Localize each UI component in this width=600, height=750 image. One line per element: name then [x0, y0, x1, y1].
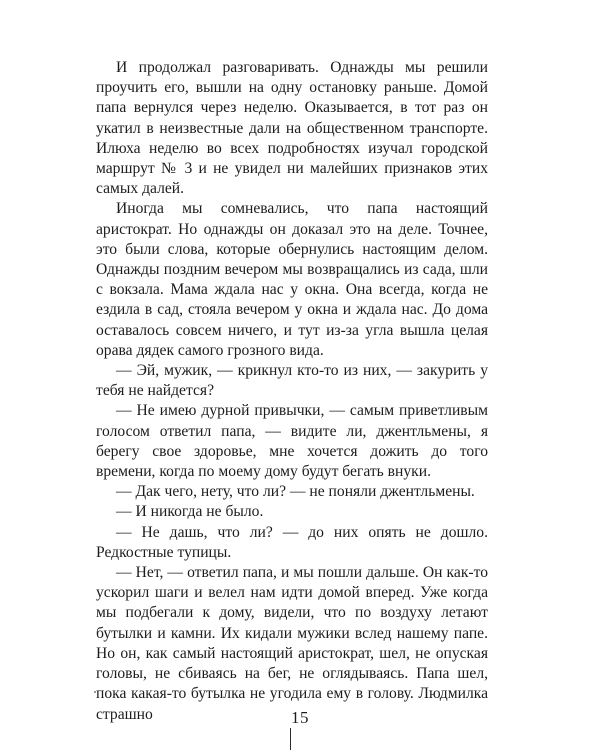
- paragraph-4: — Не имею дурной привычки, — самым приветливым голосом ответил папа, — видите ли, джентльмены, я берегу свое здоровье, мне хочется дожить до того времени, когда по моему дому будут бегать внуки.: [96, 402, 488, 481]
- paragraph-1: И продолжал разговаривать. Однажды мы решили проучить его, вышли на одну остановку раньше. Домой папа вернулся через неделю. Оказывается, в тот раз он укатил в неизвестные дали на общественном транспорте. Илюха неделю во всех подробностях изучал городской маршрут № 3 и не увидел ни малейших признаков этих самых далей.: [96, 59, 488, 198]
- scan-speck: [94, 691, 96, 693]
- body-text: [96, 58, 488, 725]
- paragraph-8: — Нет, — ответил папа, и мы пошли дальше. Он как-то ускорил шаги и велел нам идти домой вперед. Уже когда мы подбегали к дому, видели, что по воздуху летают бутылки и камни. Их кидали мужики вслед нашему папе. Но он, как самый настоящий аристократ, шел, не опуская головы, не сбиваясь на бег, не оглядываясь. Папа шел, пока какая-то бутылка не угодила ему в голову. Людмилка страшно: [96, 564, 488, 723]
- crop-mark: [290, 728, 291, 750]
- page-number: 15: [291, 708, 309, 727]
- paragraph-5: — Дак чего, нету, что ли? — не поняли джентльмены.: [116, 483, 475, 501]
- paragraph-2: Иногда мы сомневались, что папа настоящий аристократ. Но однажды он доказал это на деле. Точнее, это были слова, которые обернулись настоящим делом. Однажды поздним вечером мы возвращались из сада, шли с вокзала. Мама ждала нас у окна. Она всегда, когда не ездила в сад, стояла вечером у окна и ждала нас. До дома оставалось совсем ничего, и тут из-за угла вышла целая орава дядек самого грозного вида.: [96, 200, 488, 359]
- paragraph-3: — Эй, мужик, — крикнул кто-то из них, — закурить у тебя не найдется?: [96, 362, 488, 400]
- paragraph-6: — И никогда не было.: [116, 503, 264, 521]
- paragraph-7: — Не дашь, что ли? — до них опять не дошло. Редкостные тупицы.: [96, 523, 488, 561]
